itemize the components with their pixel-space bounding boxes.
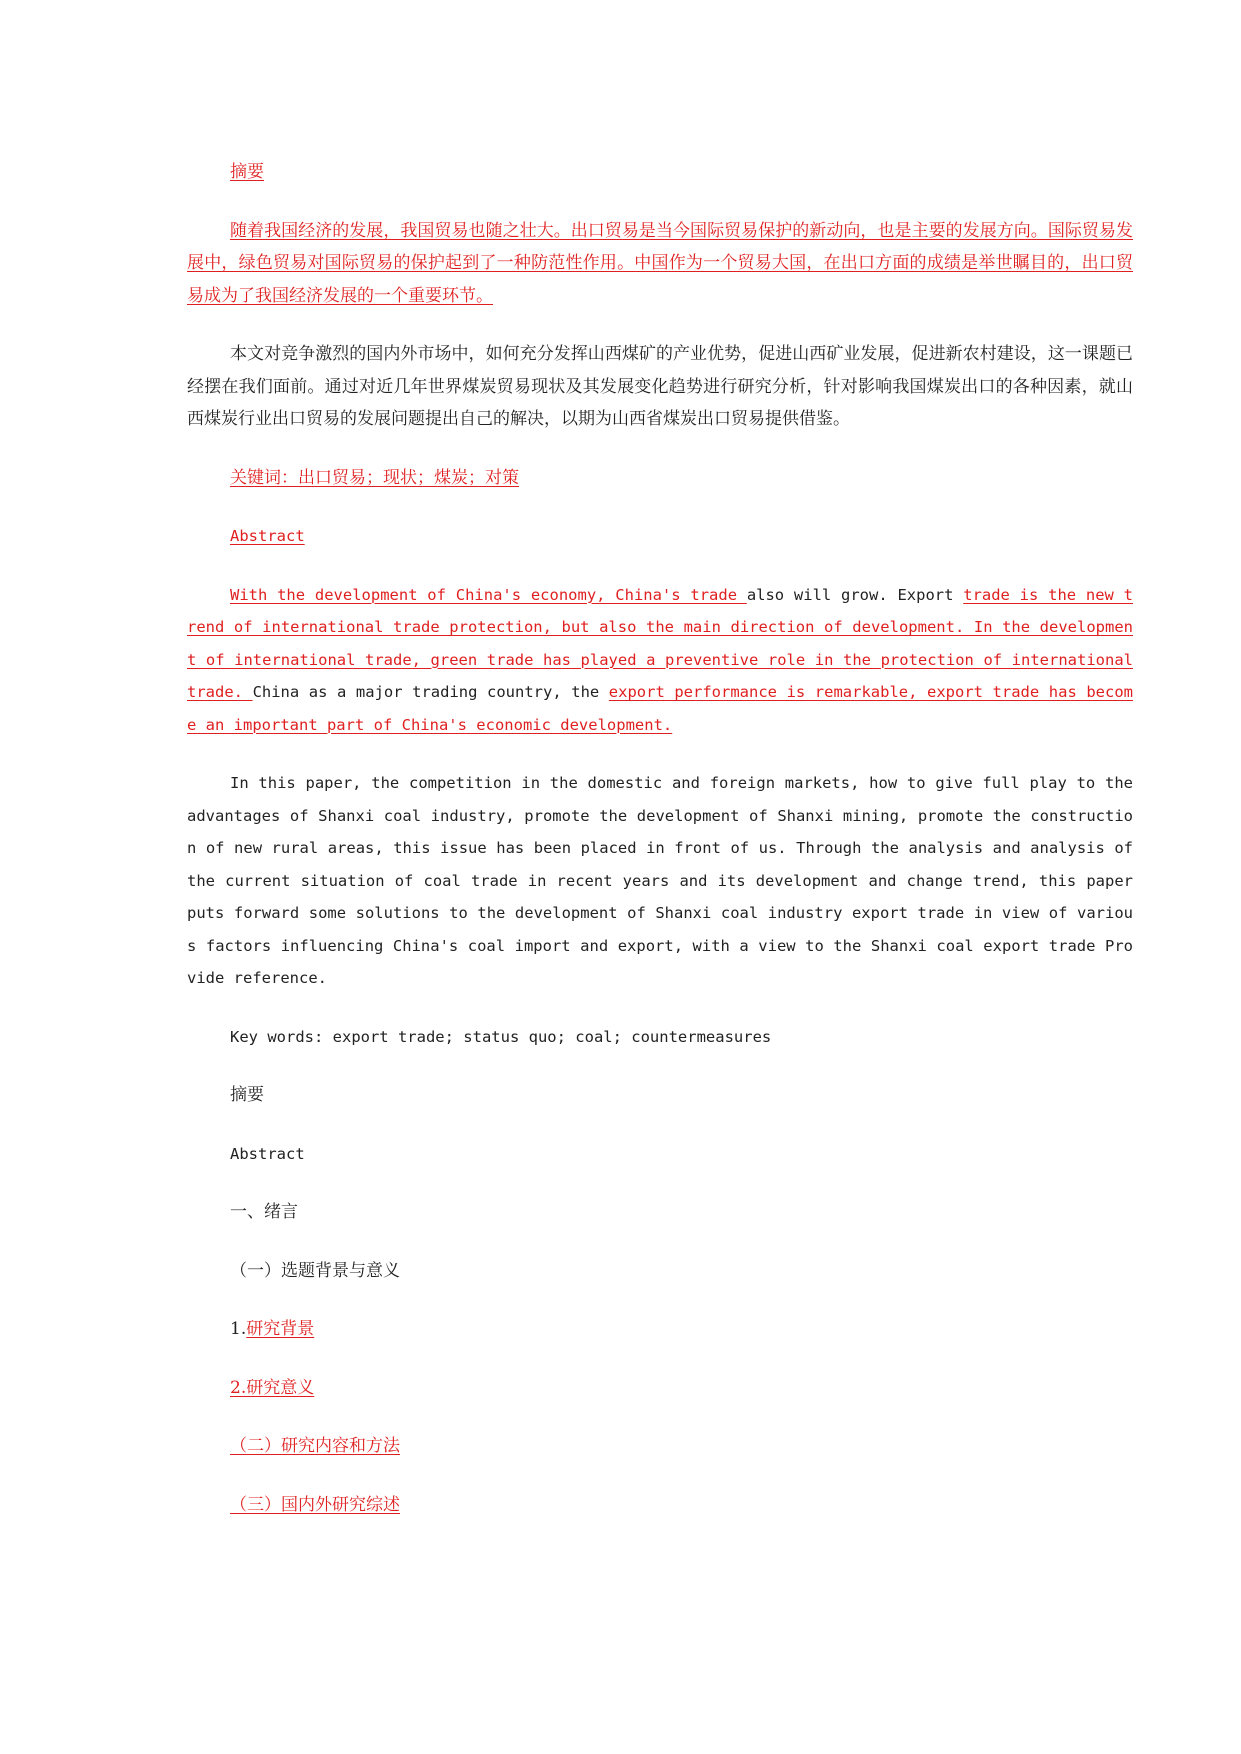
abstract-cn-heading: [187, 156, 1133, 189]
abstract-en-paragraph-2: In this paper, the competition in the domestic and foreign markets, how to give full play to the advantages of Shanxi coal industry, promote the development of Shanxi mining, promote the construction of new rural areas, this issue has been placed in front of us. Through the analysis and analysis of the current situation of coal trade in recent years and its development and change trend, this paper puts forward some solutions to the development of Shanxi coal industry export trade in view of various factors influencing China's coal import and export, with a view to the Shanxi coal export trade Provide reference.: [187, 774, 1133, 987]
abstract-en-p1-segment-a: With the development of China's economy, China's trade: [230, 585, 747, 604]
abstract-cn-heading-text: 摘要: [230, 162, 264, 182]
toc-item-literature-review: [187, 1489, 1133, 1522]
keywords-en: Key words: export trade; status quo; coal; countermeasures: [230, 1027, 772, 1046]
toc-item-abstract-en: Abstract: [230, 1144, 305, 1163]
abstract-en-p1-segment-b: also will grow. Export: [746, 585, 964, 604]
toc-item-research-significance-text: 2.研究意义: [230, 1377, 315, 1398]
abstract-en-heading-text: Abstract: [230, 527, 305, 545]
abstract-cn-paragraph-1-text: 随着我国经济的发展，我国贸易也随之壮大。出口贸易是当今国际贸易保护的新动向，也是主要的发展方向。国际贸易发展中，绿色贸易对国际贸易的保护起到了一种防范性作用。中国作为一个贸易大国，在出口方面的成绩是举世瞩目的，出口贸易成为了我国经济发展的一个重要环节。: [187, 220, 1133, 306]
toc-item-research-background-text: 研究背景: [246, 1319, 315, 1339]
abstract-en-heading: [187, 520, 1133, 553]
toc-item-introduction: 一、绪言: [230, 1202, 298, 1222]
abstract-cn-paragraph-1: [187, 215, 1133, 313]
toc-item-content-methods-text: （二）研究内容和方法: [230, 1436, 400, 1456]
toc-item-literature-review-text: （三）国内外研究综述: [230, 1494, 400, 1515]
abstract-en-paragraph-1: [187, 579, 1133, 742]
keywords-cn-text: 关键词：出口贸易；现状；煤炭；对策: [230, 467, 519, 488]
toc-item-research-significance: [187, 1372, 1133, 1405]
abstract-en-p1-segment-d: China as a major trading country, the: [252, 683, 609, 701]
abstract-en-p1-segment-e: export performance is remarkable, export trade has become an important part of China's economic development.: [187, 683, 1133, 734]
abstract-en-p1-segment-c: trade is the new trend of international trade protection, but also the main direction of development. In the development of international trade, green trade has played a preventive role in the protection of international trade.: [187, 585, 1133, 701]
toc-item-research-background-number: 1.: [230, 1319, 247, 1339]
toc-item-background-significance: （一）选题背景与意义: [230, 1260, 400, 1281]
toc-item-research-background: [187, 1313, 1133, 1346]
toc-item-content-methods: [187, 1430, 1133, 1463]
abstract-cn-paragraph-2: 本文对竞争激烈的国内外市场中，如何充分发挥山西煤矿的产业优势，促进山西矿业发展，促进新农村建设，这一课题已经摆在我们面前。通过对近几年世界煤炭贸易现状及其发展变化趋势进行研究分析，针对影响我国煤炭出口的各种因素，就山西煤炭行业出口贸易的发展问题提出自己的解决，以期为山西省煤炭出口贸易提供借鉴。: [187, 344, 1133, 429]
keywords-cn: [187, 462, 1133, 495]
toc-item-abstract-cn: 摘要: [230, 1085, 264, 1105]
